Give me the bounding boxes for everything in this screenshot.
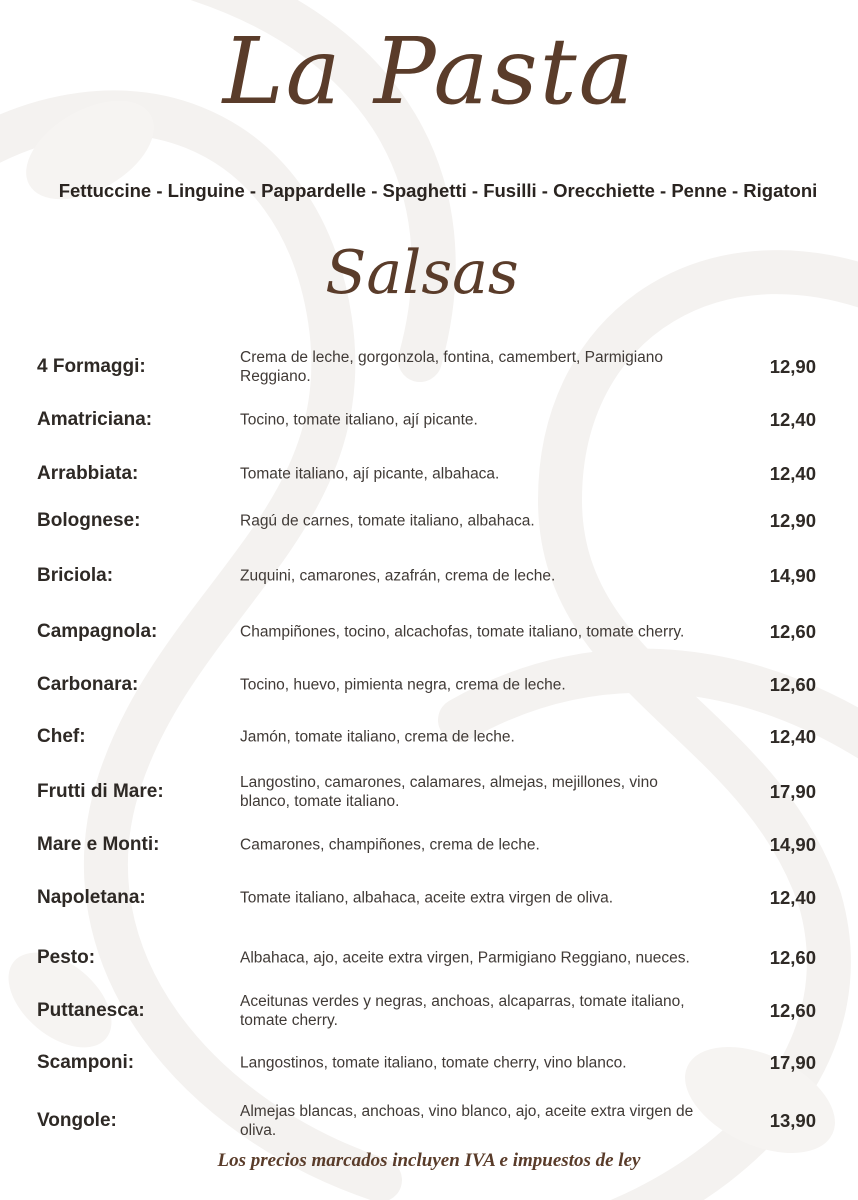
item-name: Frutti di Mare:: [37, 781, 164, 802]
item-description: Langostino, camarones, calamares, almejas, mejillones, vino blanco, tomate italiano.: [240, 774, 658, 810]
item-description: Zuquini, camarones, azafrán, crema de leche.: [240, 567, 556, 585]
price-disclaimer: Los precios marcados incluyen IVA e impuestos de ley: [217, 1150, 641, 1171]
item-description: Camarones, champiñones, crema de leche.: [240, 836, 540, 854]
item-name: Chef:: [37, 726, 86, 747]
item-name: Vongole:: [37, 1110, 117, 1131]
item-description: Jamón, tomate italiano, crema de leche.: [240, 728, 515, 746]
menu-item: [0, 713, 858, 761]
item-description: Tocino, tomate italiano, ají picante.: [240, 411, 478, 429]
pasta-types-list: Fettuccine - Linguine - Pappardelle - Spaghetti - Fusilli - Orecchiette - Penne - Rigatoni: [58, 180, 818, 201]
item-price: 14,90: [769, 834, 816, 855]
item-price: 12,60: [769, 621, 816, 642]
item-name: Napoletana:: [37, 887, 146, 908]
section-title: Salsas: [325, 238, 519, 308]
item-price: 12,60: [769, 1000, 816, 1021]
item-name: Amatriciana:: [37, 409, 153, 430]
item-description: Aceitunas verdes y negras, anchoas, alcaparras, tomate italiano, tomate cherry.: [240, 993, 685, 1029]
item-description: Tocino, huevo, pimienta negra, crema de leche.: [240, 676, 566, 694]
item-price: 12,40: [769, 726, 816, 747]
item-description: Tomate italiano, ají picante, albahaca.: [240, 465, 500, 483]
menu-item: [0, 497, 858, 545]
item-price: 12,60: [769, 947, 816, 968]
item-description: Crema de leche, gorgonzola, fontina, camembert, Parmigiano Reggiano.: [240, 349, 664, 385]
menu-item: [0, 874, 858, 922]
item-description: Langostinos, tomate italiano, tomate cherry, vino blanco.: [240, 1054, 627, 1072]
item-name: 4 Formaggi:: [37, 356, 146, 377]
item-description: Ragú de carnes, tomate italiano, albahaca.: [240, 512, 535, 530]
menu-item: [0, 343, 858, 391]
item-price: 12,90: [769, 510, 816, 531]
item-price: 12,40: [769, 463, 816, 484]
item-price: 14,90: [769, 565, 816, 586]
item-name: Scamponi:: [37, 1052, 135, 1073]
menu-item: [0, 396, 858, 444]
menu-item: [0, 768, 858, 816]
item-name: Campagnola:: [37, 621, 158, 642]
menu-item: [0, 450, 858, 498]
menu-item: [0, 661, 858, 709]
item-description: Albahaca, ajo, aceite extra virgen, Parmigiano Reggiano, nueces.: [240, 949, 690, 967]
menu-item: [0, 934, 858, 982]
item-price: 17,90: [769, 781, 816, 802]
item-description: Champiñones, tocino, alcachofas, tomate italiano, tomate cherry.: [240, 623, 685, 641]
menu-item: [0, 987, 858, 1035]
item-name: Carbonara:: [37, 674, 139, 695]
item-price: 13,90: [769, 1110, 816, 1131]
item-name: Briciola:: [37, 565, 114, 586]
menu-item: [0, 1097, 858, 1145]
page-title: La Pasta: [222, 18, 636, 125]
item-price: 12,40: [769, 887, 816, 908]
item-name: Pesto:: [37, 947, 96, 968]
menu-item: [0, 821, 858, 869]
item-description: Almejas blancas, anchoas, vino blanco, ajo, aceite extra virgen de oliva.: [240, 1103, 694, 1139]
item-name: Arrabbiata:: [37, 463, 139, 484]
menu-item: [0, 1039, 858, 1087]
item-name: Bolognese:: [37, 510, 141, 531]
item-price: 12,40: [769, 409, 816, 430]
item-price: 17,90: [769, 1052, 816, 1073]
item-name: Mare e Monti:: [37, 834, 160, 855]
menu-item: [0, 552, 858, 600]
item-name: Puttanesca:: [37, 1000, 145, 1021]
item-description: Tomate italiano, albahaca, aceite extra virgen de oliva.: [240, 889, 614, 907]
item-price: 12,60: [769, 674, 816, 695]
menu-item: [0, 608, 858, 656]
item-price: 12,90: [769, 356, 816, 377]
